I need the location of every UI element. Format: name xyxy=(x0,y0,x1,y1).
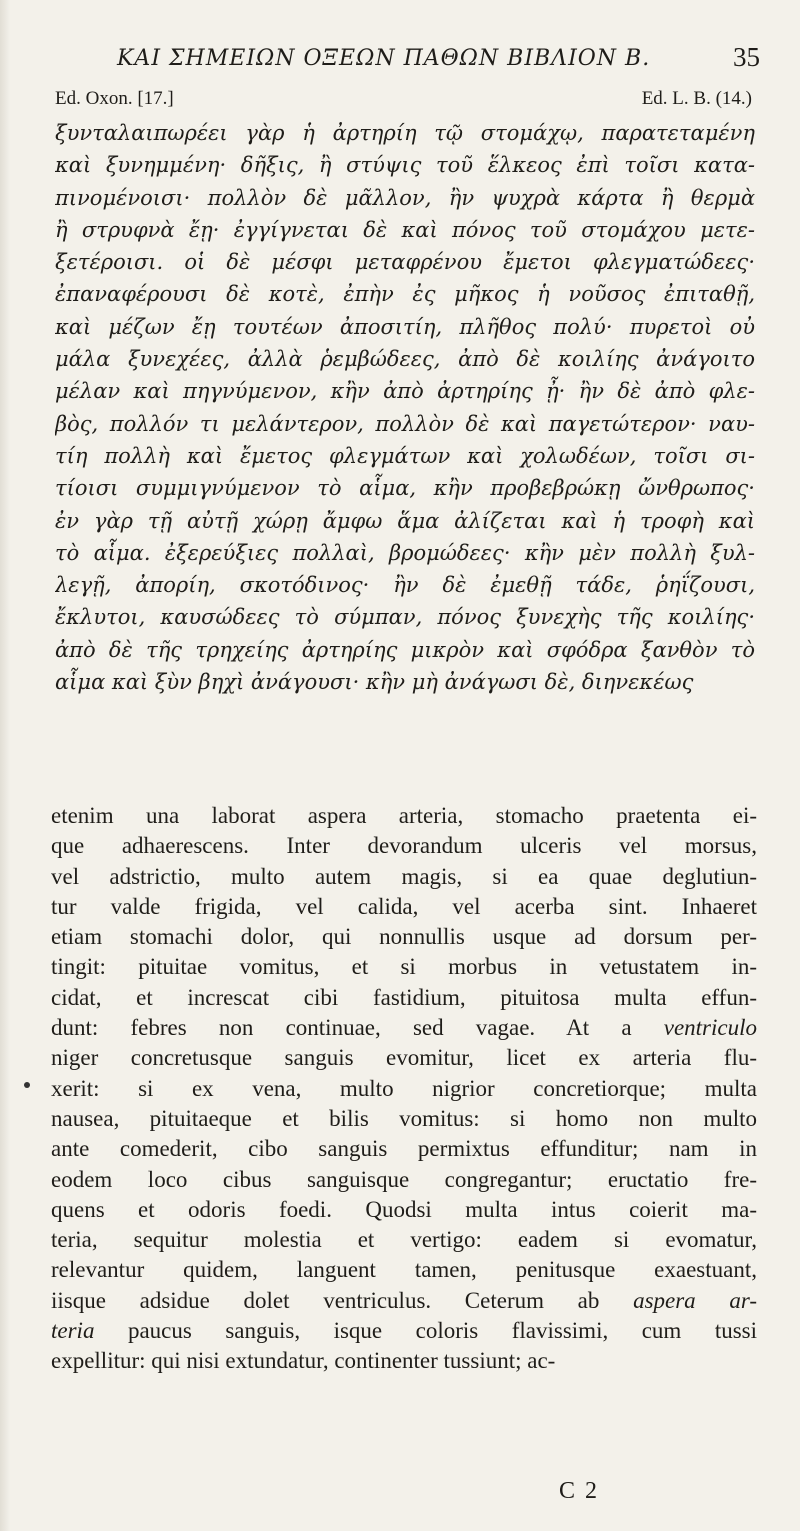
greek-text-line: ἢ στρυφνὰ ἔῃ· ἐγγίγνεται δὲ καὶ πόνος τοῦ στομάχου μετε- xyxy=(55,217,755,242)
latin-text-segment: xerit: si ex vena, multo nigrior concretiorque; multa xyxy=(51,1075,757,1101)
latin-italic-term: teria xyxy=(51,1318,95,1344)
latin-text-line xyxy=(51,1165,757,1195)
greek-text-line: πινομένοισι· πολλὸν δὲ μᾶλλον, ἢν ψυχρὰ κάρτα ἢ θερμὰ xyxy=(55,185,755,210)
greek-text-line: μέλαν καὶ πηγνύμενον, κἢν ἀπὸ ἀρτηρίης ᾖ· ἢν δὲ ἀπὸ φλε- xyxy=(55,379,755,404)
latin-text-segment: eodem loco cibus sanguisque congregantur; eructatio fre- xyxy=(51,1166,757,1192)
latin-text-segment: paucus sanguis, isque coloris flavissimi, cum tussi xyxy=(94,1318,757,1344)
margin-mark xyxy=(24,1082,30,1088)
latin-text-line xyxy=(51,1195,757,1225)
latin-text-line xyxy=(51,1134,757,1164)
latin-text-segment: dunt: febres non continuae, sed vagae. At a xyxy=(51,1015,664,1041)
latin-text-segment: niger concretusque sanguis evomitur, licet ex arteria flu- xyxy=(51,1045,757,1071)
latin-text-segment: etiam stomachi dolor, qui nonnullis usque ad dorsum per- xyxy=(51,924,757,950)
greek-text-line: τίοισι συμμιγνύμενον τὸ αἷμα, κἢν προβεβρώκῃ ὤνθρωπος· xyxy=(55,476,755,501)
latin-text-line xyxy=(51,831,757,861)
greek-text-line: καὶ μέζων ἔῃ τουτέων ἀποσιτίη, πλῆθος πολύ· πυρετοὶ οὐ xyxy=(55,314,755,339)
latin-italic-term: aspera ar- xyxy=(633,1287,757,1313)
running-title: ΚΑΙ ΣΗΜΕΙΩΝ ΟΞΕΩΝ ΠΑΘΩΝ ΒΙΒΛΙΟΝ Β. xyxy=(117,46,651,71)
greek-text-line: τίη πολλὴ καὶ ἔμετος φλεγμάτων καὶ χολωδέων, τοῖσι σι- xyxy=(55,443,755,468)
greek-text-line: τὸ αἷμα. ἐξερεύξιες πολλαὶ, βρομώδεες· κἢν μὲν πολλὴ ξυλ- xyxy=(55,540,755,565)
latin-text-line xyxy=(51,1013,757,1043)
latin-text-segment: etenim una laborat aspera arteria, stomacho praetenta ei- xyxy=(51,803,757,828)
latin-text-segment: tur valde frigida, vel calida, vel acerba sint. Inhaeret xyxy=(51,893,757,919)
latin-text-segment: iisque adsidue dolet ventriculus. Ceterum ab xyxy=(51,1287,634,1313)
greek-text-block xyxy=(55,117,755,698)
edition-reference-oxford: Ed. Oxon. [17.] xyxy=(55,88,174,109)
latin-text-line xyxy=(51,862,757,892)
latin-text-line xyxy=(51,801,757,831)
latin-text-segment: ante comederit, cibo sanguis permixtus effunditur; nam in xyxy=(51,1136,757,1162)
greek-text-line: ἐν γὰρ τῇ αὐτῇ χώρῃ ἄμφω ἅμα ἀλίζεται καὶ ἡ τροφὴ καὶ xyxy=(55,508,755,533)
latin-text-segment: que adhaerescens. Inter devorandum ulceris vel morsus, xyxy=(51,833,757,859)
greek-text-line: αἷμα καὶ ξὺν βηχὶ ἀνάγουσι· κἢν μὴ ἀνάγωσι δὲ, διηνεκέως xyxy=(55,670,694,695)
latin-text-line xyxy=(51,983,757,1013)
greek-text-line: ἐπαναφέρουσι δὲ κοτὲ, ἐπὴν ἐς μῆκος ἡ νοῦσος ἐπιταθῇ, xyxy=(55,282,755,307)
page-number: 35 xyxy=(733,42,760,72)
latin-text-line xyxy=(51,1225,757,1255)
latin-text-line xyxy=(51,1286,757,1316)
latin-text-segment: teria, sequitur molestia et vertigo: eadem si evomatur, xyxy=(51,1227,757,1253)
greek-text-line: ξετέροισι. οἱ δὲ μέσφι μεταφρένου ἔμετοι φλεγματώδεες· xyxy=(55,250,755,275)
edition-references xyxy=(55,88,752,112)
latin-text-line xyxy=(51,1255,757,1285)
latin-text-line xyxy=(51,952,757,982)
latin-text-line xyxy=(51,1074,757,1104)
edition-reference-leiden: Ed. L. B. (14.) xyxy=(641,88,752,109)
greek-text-line: λεγῇ, ἀπορίη, σκοτόδινος· ἢν δὲ ἐμεθῇ τάδε, ῥηΐζουσι, xyxy=(55,573,755,598)
latin-text-line xyxy=(51,1316,757,1346)
greek-text-line: βὸς, πολλόν τι μελάντερον, πολλὸν δὲ καὶ παγετώτερον· ναυ- xyxy=(55,411,755,436)
latin-text-segment: tingit: pituitae vomitus, et si morbus in vetustatem in- xyxy=(51,954,757,980)
latin-translation-block xyxy=(51,801,757,1377)
latin-text-segment: expellitur: qui nisi extundatur, continenter tussiunt; ac- xyxy=(51,1348,556,1374)
latin-text-segment: cidat, et increscat cibi fastidium, pituitosa multa effun- xyxy=(51,984,757,1010)
latin-text-line xyxy=(51,1043,757,1073)
page-edge-shadow xyxy=(0,0,10,1531)
running-header xyxy=(55,40,760,80)
signature-mark: C 2 xyxy=(559,1478,600,1504)
latin-text-segment: quens et odoris foedi. Quodsi multa intus coierit ma- xyxy=(51,1196,757,1222)
latin-italic-term: ventriculo xyxy=(663,1015,757,1041)
greek-text-line: καὶ ξυνημμένη· δῆξις, ἢ στύψις τοῦ ἕλκεος ἐπὶ τοῖσι κατα- xyxy=(55,153,755,178)
latin-text-line xyxy=(51,892,757,922)
latin-text-segment: vel adstrictio, multo autem magis, si ea quae deglutiun- xyxy=(51,863,757,889)
latin-text-line xyxy=(51,1346,757,1376)
latin-text-line xyxy=(51,922,757,952)
latin-text-segment: relevantur quidem, languent tamen, penitusque exaestuant, xyxy=(51,1257,757,1283)
greek-text-line: ἔκλυτοι, καυσώδεες τὸ σύμπαν, πόνος ξυνεχὴς τῆς κοιλίης· xyxy=(55,605,755,630)
greek-text-line: ἀπὸ δὲ τῆς τρηχείης ἀρτηρίης μικρὸν καὶ σφόδρα ξανθὸν τὸ xyxy=(55,637,755,662)
greek-text-line: ξυνταλαιπωρέει γὰρ ἡ ἀρτηρίη τῷ στομάχῳ, παρατεταμένη xyxy=(55,121,755,145)
latin-text-segment: nausea, pituitaeque et bilis vomitus: si homo non multo xyxy=(51,1105,757,1131)
latin-text-line xyxy=(51,1104,757,1134)
greek-text-line: μάλα ξυνεχέες, ἀλλὰ ῥεμβώδεες, ἀπὸ δὲ κοιλίης ἀνάγοιτο xyxy=(55,347,755,372)
